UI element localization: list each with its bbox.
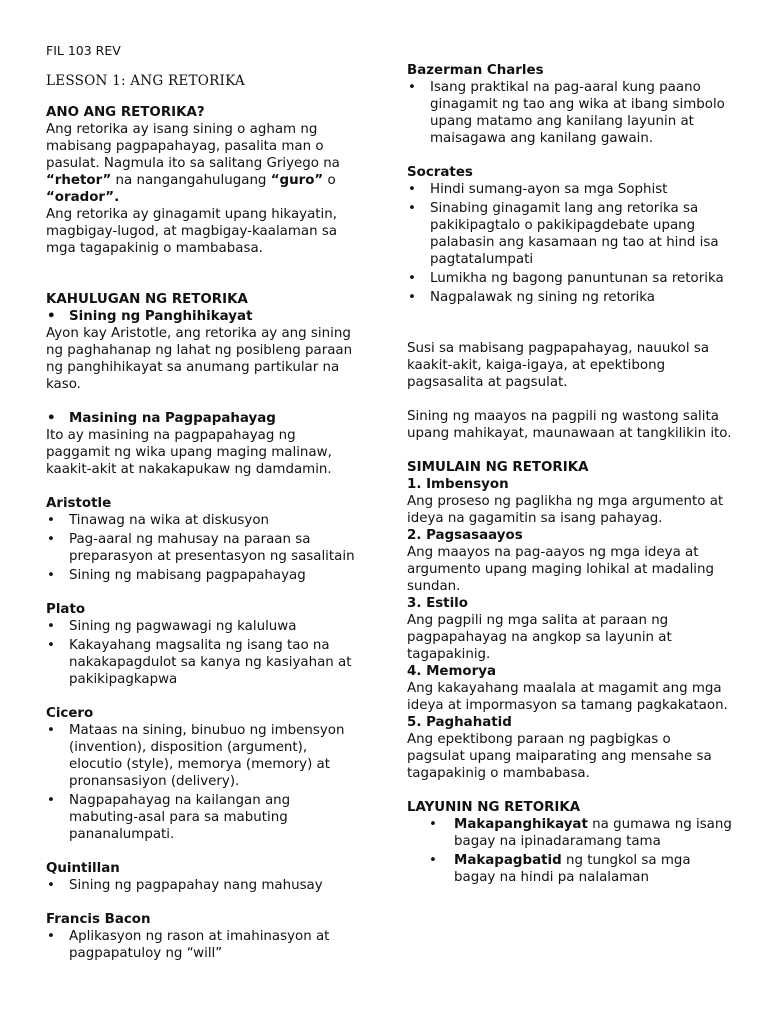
list-item: • Mataas na sining, binubuo ng imbensyon (invention), disposition (argument), elocutio (style), memorya (memory) at pronansasiyon (delivery).	[46, 722, 361, 790]
bazerman-list	[407, 79, 732, 147]
layunin-list	[407, 816, 732, 886]
list-item: • Pag-aaral ng mahusay na paraan sa preparasyon at presentasyon ng sasalitain	[46, 531, 361, 565]
list-item: • Makapanghikayat na gumawa ng isang bagay na ipinadaramang tama	[407, 816, 732, 850]
bazerman-heading: Bazerman Charles	[407, 63, 544, 78]
kahulugan-text-1: Ayon kay Aristotle, ang retorika ay ang sining ng paghahanap ng lahat ng posibleng paraan ng panghihikayat sa anumang partikular na kaso.	[46, 326, 353, 392]
layunin-heading: LAYUNIN NG RETORIKA	[407, 800, 581, 815]
list-item: • Nagpapahayag na kailangan ang mabuting-asal para sa mabuting pananalumpati.	[46, 792, 361, 843]
susi-paragraph-1: Susi sa mabisang pagpapahayag, nauukol sa kaakit-akit, kaiga-igaya, at epektibong pagsasalita at pagsulat.	[407, 341, 710, 390]
kahulugan-heading: KAHULUGAN NG RETORIKA	[46, 292, 248, 307]
ano-heading: ANO ANG RETORIKA?	[46, 105, 205, 120]
aristotle-list	[46, 512, 361, 584]
simulain-item-4: 4. Memorya Ang kakayahang maalala at magamit ang mga ideya at impormasyon sa tamang pagkakataon.	[407, 664, 728, 713]
list-item: • Sinabing ginagamit lang ang retorika sa pakikipagtalo o pakikipagdebate upang palabasin ang kasamaan ng tao at hind isa pagtatalumpati	[407, 200, 732, 268]
quintillan-list	[46, 877, 361, 894]
left-column	[46, 42, 361, 962]
aristotle-heading: Aristotle	[46, 496, 112, 511]
socrates-list	[407, 181, 732, 306]
quintillan-heading: Quintillan	[46, 861, 120, 876]
list-item: • Hindi sumang-ayon sa mga Sophist	[407, 181, 732, 198]
course-code: FIL 103 REV	[46, 43, 121, 58]
list-item: • Aplikasyon ng rason at imahinasyon at pagpapatuloy ng “will”	[46, 928, 361, 962]
kahulugan-text-2: Ito ay masining na pagpapahayag ng paggamit ng wika upang maging malinaw, kaakit-akit at nakakapukaw ng damdamin.	[46, 428, 332, 477]
simulain-item-5: 5. Paghahatid Ang epektibong paraan ng pagbigkas o pagsulat upang maiparating ang mensahe sa tagapakinig o mambabasa.	[407, 715, 712, 781]
simulain-item-1: 1. Imbensyon Ang proseso ng paglikha ng mga argumento at ideya na gagamitin sa isang pahayag.	[407, 477, 724, 526]
socrates-heading: Socrates	[407, 165, 473, 180]
bacon-list	[46, 928, 361, 962]
right-column	[407, 62, 732, 886]
list-item: • Sining ng mabisang pagpapahayag	[46, 567, 361, 584]
list-item: • Makapagbatid ng tungkol sa mga bagay na hindi pa nalalaman	[407, 852, 732, 886]
ano-paragraph-2: Ang retorika ay ginagamit upang hikayatin, magbigay-lugod, at magbigay-kaalaman sa mga tagapakinig o mambabasa.	[46, 207, 338, 256]
kahulugan-item-1: • Sining ng Panghihikayat	[46, 308, 361, 325]
list-item: • Sining ng pagwawagi ng kaluluwa	[46, 618, 361, 635]
ano-paragraph-1: Ang retorika ay isang sining o agham ng mabisang pagpapahayag, pasalita man o pasulat. Nagmula ito sa salitang Griyego na “rhetor” na nangangahulugang “guro” o “orador”.	[46, 122, 340, 205]
simulain-heading: SIMULAIN NG RETORIKA	[407, 460, 589, 475]
simulain-item-2: 2. Pagsasaayos Ang maayos na pag-aayos ng mga ideya at argumento upang maging lohikal at madaling sundan.	[407, 528, 714, 594]
bacon-heading: Francis Bacon	[46, 912, 151, 927]
plato-list	[46, 618, 361, 688]
list-item: • Isang praktikal na pag-aaral kung paano ginagamit ng tao ang wika at ibang simbolo upang matamo ang kanilang layunin at maisagawa ang kanilang gawain.	[407, 79, 732, 147]
list-item: • Nagpalawak ng sining ng retorika	[407, 289, 732, 306]
list-item: • Lumikha ng bagong panuntunan sa retorika	[407, 270, 732, 287]
lesson-title: LESSON 1: ANG RETORIKA	[46, 73, 245, 89]
cicero-heading: Cicero	[46, 706, 94, 721]
susi-paragraph-2: Sining ng maayos na pagpili ng wastong salita upang mahikayat, maunawaan at tangkilikin ito.	[407, 409, 732, 441]
simulain-item-3: 3. Estilo Ang pagpili ng mga salita at paraan ng pagpapahayag na angkop sa layunin at tagapakinig.	[407, 596, 672, 662]
cicero-list	[46, 722, 361, 843]
plato-heading: Plato	[46, 602, 86, 617]
list-item: • Sining ng pagpapahay nang mahusay	[46, 877, 361, 894]
list-item: • Tinawag na wika at diskusyon	[46, 512, 361, 529]
kahulugan-item-2: • Masining na Pagpapahayag	[46, 410, 361, 427]
list-item: • Kakayahang magsalita ng isang tao na nakakapagdulot sa kanya ng kasiyahan at pakikipagkapwa	[46, 637, 361, 688]
